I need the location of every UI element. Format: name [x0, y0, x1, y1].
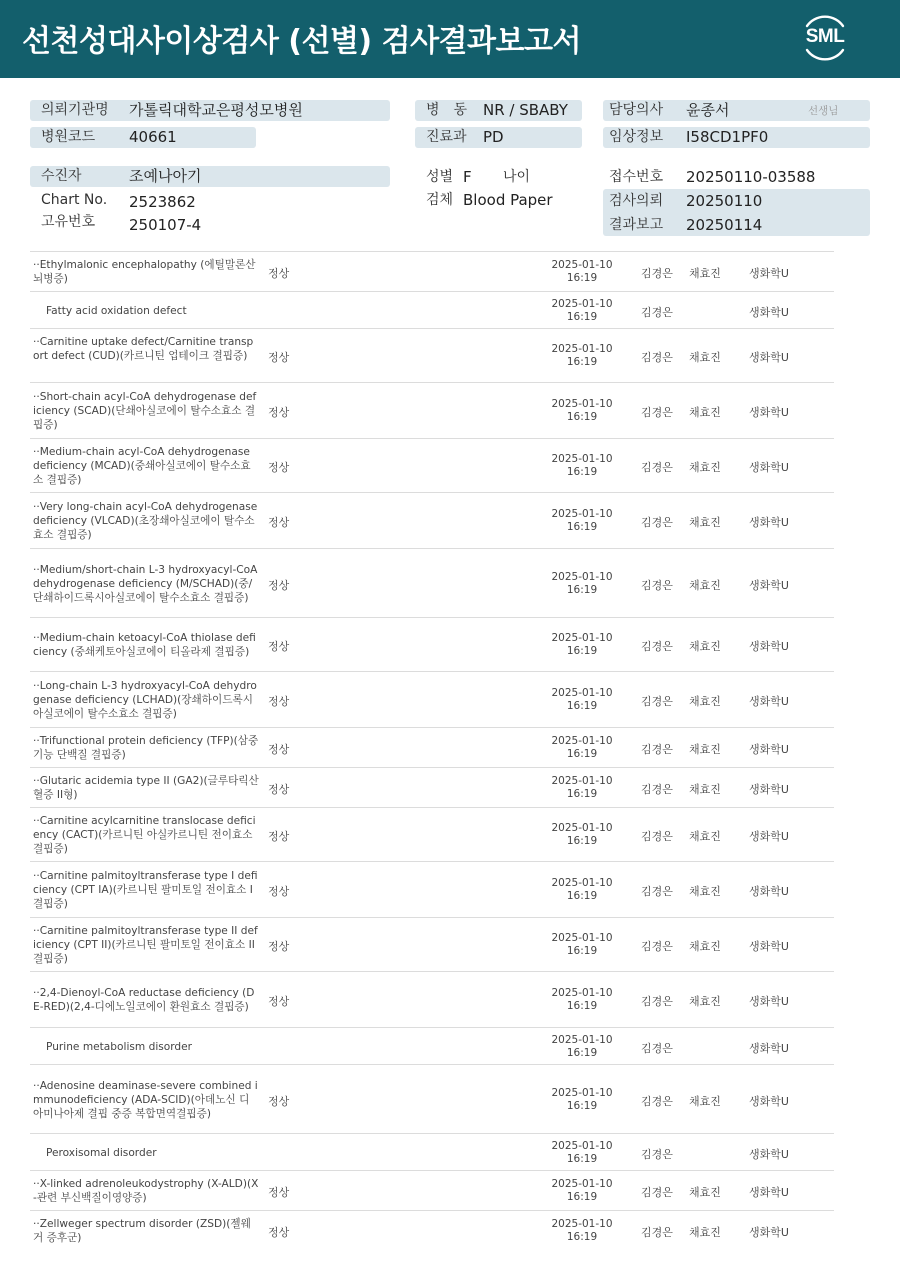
dept-value: PD	[483, 128, 504, 146]
result-value: 정상	[268, 461, 290, 474]
test-name: ··Ethylmalonic encephalopathy (에틸말론산 뇌병증)	[33, 259, 256, 285]
test-datetime	[540, 1218, 624, 1244]
test-name: ··Medium-chain ketoacyl-CoA thiolase deficiency (중쇄케토아실코에이 티올라제 결핍증)	[33, 632, 256, 658]
confirmer-name: 채효진	[689, 743, 721, 756]
test-date: 2025-01-10	[551, 932, 613, 944]
result-value: 정상	[268, 830, 290, 843]
test-name: ··2,4-Dienoyl-CoA reductase deficiency (DE-RED)(2,4-디에노일코에이 환원효소 결핍증)	[33, 987, 255, 1013]
test-datetime	[540, 932, 624, 958]
department-name: 생화학U	[749, 516, 789, 529]
tester-name: 김경은	[641, 995, 673, 1008]
test-date: 2025-01-10	[551, 632, 613, 644]
result-row	[30, 382, 834, 439]
confirmer-name: 채효진	[689, 783, 721, 796]
test-name: ··Long-chain L-3 hydroxyacyl-CoA dehydrogenase deficiency (LCHAD)(장쇄하이드록시아실코에이 탈수소효소 결핍증)	[33, 680, 257, 720]
confirmer-name: 채효진	[689, 461, 721, 474]
ward-value: NR / SBABY	[483, 101, 568, 119]
test-date: 2025-01-10	[551, 298, 613, 310]
result-row	[30, 492, 834, 549]
test-time: 16:19	[566, 1153, 598, 1165]
department-name: 생화학U	[749, 306, 789, 319]
test-datetime	[540, 453, 624, 479]
confirmer-name: 채효진	[689, 351, 721, 364]
result-value: 정상	[268, 1095, 290, 1108]
test-time: 16:19	[566, 1231, 598, 1243]
test-time: 16:19	[566, 945, 598, 957]
unique-no-label: 고유번호	[41, 214, 96, 230]
test-time: 16:19	[566, 748, 598, 760]
test-time: 16:19	[566, 411, 598, 423]
test-time: 16:19	[566, 272, 598, 284]
result-row	[30, 1027, 834, 1065]
test-datetime	[540, 571, 624, 597]
test-datetime	[540, 1140, 624, 1166]
result-row	[30, 861, 834, 918]
logo-text: SML	[805, 26, 845, 47]
test-time: 16:19	[566, 584, 598, 596]
reception-value: 20250110-03588	[686, 168, 816, 186]
result-row	[30, 1133, 834, 1171]
hospital-code-value: 40661	[129, 128, 177, 146]
tester-name: 김경은	[641, 516, 673, 529]
sml-logo	[799, 12, 851, 64]
department-name: 생화학U	[749, 1226, 789, 1239]
test-datetime	[540, 1087, 624, 1113]
result-value: 정상	[268, 579, 290, 592]
category-name: Purine metabolism disorder	[46, 1041, 193, 1053]
result-value: 정상	[268, 995, 290, 1008]
sex-label: 성별	[426, 169, 454, 185]
result-row	[30, 548, 834, 618]
institution-value: 가톨릭대학교은평성모병원	[129, 101, 303, 119]
result-row	[30, 671, 834, 728]
department-name: 생화학U	[749, 885, 789, 898]
result-value: 정상	[268, 1226, 290, 1239]
test-time: 16:19	[566, 311, 598, 323]
test-name: ··Carnitine palmitoyltransferase type I deficiency (CPT IA)(카르니틴 팔미토일 전이효소 I 결핍증)	[33, 870, 258, 910]
department-name: 생화학U	[749, 579, 789, 592]
ward-label: 병 동	[426, 102, 468, 118]
confirmer-name: 채효진	[689, 406, 721, 419]
test-date: 2025-01-10	[551, 987, 613, 999]
result-row	[30, 617, 834, 672]
specimen-label: 검체	[426, 192, 454, 208]
department-name: 생화학U	[749, 461, 789, 474]
patient-value: 조예나아기	[129, 167, 202, 185]
confirmer-name: 채효진	[689, 830, 721, 843]
test-time: 16:19	[566, 1000, 598, 1012]
result-row	[30, 1170, 834, 1211]
category-name: Peroxisomal disorder	[46, 1147, 157, 1159]
department-name: 생화학U	[749, 640, 789, 653]
result-value: 정상	[268, 940, 290, 953]
department-name: 생화학U	[749, 743, 789, 756]
tester-name: 김경은	[641, 1148, 673, 1161]
sex-value: F	[463, 168, 472, 186]
patient-box	[30, 166, 390, 187]
confirmer-name: 채효진	[689, 1226, 721, 1239]
result-value: 정상	[268, 743, 290, 756]
test-time: 16:19	[566, 356, 598, 368]
test-datetime	[540, 775, 624, 801]
tester-name: 김경은	[641, 695, 673, 708]
test-datetime	[540, 508, 624, 534]
tester-name: 김경은	[641, 461, 673, 474]
result-value: 정상	[268, 695, 290, 708]
department-name: 생화학U	[749, 1042, 789, 1055]
test-date: 2025-01-10	[551, 508, 613, 520]
confirmer-name: 채효진	[689, 267, 721, 280]
test-date: 2025-01-10	[551, 1178, 613, 1190]
category-name: Fatty acid oxidation defect	[46, 305, 187, 317]
dept-label: 진료과	[426, 129, 467, 145]
test-time: 16:19	[566, 1100, 598, 1112]
report-date-label: 결과보고	[609, 217, 664, 233]
confirmer-name: 채효진	[689, 885, 721, 898]
department-name: 생화학U	[749, 1095, 789, 1108]
confirmer-name: 채효진	[689, 995, 721, 1008]
test-date: 2025-01-10	[551, 877, 613, 889]
department-name: 생화학U	[749, 1186, 789, 1199]
report-header	[0, 0, 900, 78]
request-label: 검사의뢰	[609, 193, 664, 209]
tester-name: 김경은	[641, 306, 673, 319]
chart-no-value: 2523862	[129, 193, 196, 211]
test-date: 2025-01-10	[551, 398, 613, 410]
clinical-label: 임상정보	[609, 129, 664, 145]
department-name: 생화학U	[749, 695, 789, 708]
result-row	[30, 727, 834, 768]
institution-label: 의뢰기관명	[41, 102, 109, 118]
test-time: 16:19	[566, 1047, 598, 1059]
specimen-value: Blood Paper	[463, 191, 553, 209]
result-row	[30, 767, 834, 808]
test-datetime	[540, 343, 624, 369]
test-name: ··X-linked adrenoleukodystrophy (X-ALD)(X-관련 부신백질이영양증)	[33, 1178, 259, 1204]
result-value: 정상	[268, 516, 290, 529]
tester-name: 김경은	[641, 940, 673, 953]
result-value: 정상	[268, 351, 290, 364]
tester-name: 김경은	[641, 783, 673, 796]
result-value: 정상	[268, 267, 290, 280]
unique-no-value: 250107-4	[129, 216, 202, 234]
test-datetime	[540, 1034, 624, 1060]
test-date: 2025-01-10	[551, 1218, 613, 1230]
test-name: ··Adenosine deaminase-severe combined immunodeficiency (ADA-SCID)(아데노신 디아미나아제 결핍 중증 복합면역결핍증)	[33, 1080, 258, 1120]
tester-name: 김경은	[641, 1095, 673, 1108]
test-date: 2025-01-10	[551, 343, 613, 355]
test-datetime	[540, 1178, 624, 1204]
tester-name: 김경은	[641, 406, 673, 419]
test-datetime	[540, 877, 624, 903]
department-name: 생화학U	[749, 940, 789, 953]
confirmer-name: 채효진	[689, 640, 721, 653]
department-name: 생화학U	[749, 406, 789, 419]
test-datetime	[540, 687, 624, 713]
tester-name: 김경은	[641, 743, 673, 756]
report-title: 선천성대사이상검사 (선별) 검사결과보고서	[22, 24, 581, 59]
test-datetime	[540, 259, 624, 285]
clinical-value: I58CD1PF0	[686, 128, 769, 146]
test-name: ··Carnitine palmitoyltransferase type II deficiency (CPT II)(카르니틴 팔미토일 전이효소 II 결핍증)	[33, 925, 258, 965]
doctor-value: 윤종서	[686, 101, 730, 119]
test-datetime	[540, 735, 624, 761]
result-row	[30, 251, 834, 292]
test-time: 16:19	[566, 788, 598, 800]
test-name: ··Carnitine uptake defect/Carnitine transport defect (CUD)(카르니틴 업테이크 결핍증)	[33, 336, 254, 362]
test-date: 2025-01-10	[551, 1140, 613, 1152]
test-name: ··Zellweger spectrum disorder (ZSD)(젤웨거 증후군)	[33, 1218, 251, 1244]
confirmer-name: 채효진	[689, 516, 721, 529]
department-name: 생화학U	[749, 830, 789, 843]
test-date: 2025-01-10	[551, 453, 613, 465]
result-value: 정상	[268, 783, 290, 796]
request-value: 20250110	[686, 192, 763, 210]
confirmer-name: 채효진	[689, 1186, 721, 1199]
test-date: 2025-01-10	[551, 1034, 613, 1046]
tester-name: 김경은	[641, 1042, 673, 1055]
result-row	[30, 438, 834, 493]
reception-label: 접수번호	[609, 169, 664, 185]
test-date: 2025-01-10	[551, 687, 613, 699]
result-row	[30, 1210, 834, 1251]
chart-no-label: Chart No.	[41, 192, 108, 208]
doctor-label: 담당의사	[609, 102, 664, 118]
doctor-suffix: 선생님	[808, 105, 839, 117]
confirmer-name: 채효진	[689, 940, 721, 953]
confirmer-name: 채효진	[689, 1095, 721, 1108]
result-row	[30, 1064, 834, 1134]
department-name: 생화학U	[749, 995, 789, 1008]
result-row	[30, 971, 834, 1028]
result-row	[30, 291, 834, 329]
result-value: 정상	[268, 406, 290, 419]
test-name: ··Very long-chain acyl-CoA dehydrogenase deficiency (VLCAD)(초장쇄아실코에이 탈수소효소 결핍증)	[33, 501, 258, 541]
test-datetime	[540, 822, 624, 848]
result-row	[30, 328, 834, 383]
test-date: 2025-01-10	[551, 1087, 613, 1099]
hospital-code-label: 병원코드	[41, 129, 96, 145]
report-date-value: 20250114	[686, 216, 763, 234]
test-time: 16:19	[566, 521, 598, 533]
result-row	[30, 807, 834, 862]
tester-name: 김경은	[641, 830, 673, 843]
tester-name: 김경은	[641, 351, 673, 364]
test-name: ··Glutaric acidemia type II (GA2)(글루타릭산혈증 II형)	[33, 775, 259, 801]
result-value: 정상	[268, 1186, 290, 1199]
department-name: 생화학U	[749, 267, 789, 280]
age-label: 나이	[503, 169, 531, 185]
test-datetime	[540, 298, 624, 324]
test-datetime	[540, 987, 624, 1013]
tester-name: 김경은	[641, 1186, 673, 1199]
result-value: 정상	[268, 640, 290, 653]
confirmer-name: 채효진	[689, 695, 721, 708]
test-name: ··Medium/short-chain L-3 hydroxyacyl-CoA dehydrogenase deficiency (M/SCHAD)(중/단쇄하이드록시아실코에이 탈수소효소 결핍증)	[33, 564, 258, 604]
test-date: 2025-01-10	[551, 775, 613, 787]
test-date: 2025-01-10	[551, 259, 613, 271]
patient-label: 수진자	[41, 168, 82, 184]
tester-name: 김경은	[641, 640, 673, 653]
test-time: 16:19	[566, 466, 598, 478]
tester-name: 김경은	[641, 579, 673, 592]
test-time: 16:19	[566, 835, 598, 847]
test-datetime	[540, 398, 624, 424]
test-time: 16:19	[566, 890, 598, 902]
test-date: 2025-01-10	[551, 822, 613, 834]
confirmer-name: 채효진	[689, 579, 721, 592]
test-datetime	[540, 632, 624, 658]
test-name: ··Trifunctional protein deficiency (TFP)(삼중기능 단백질 결핍증)	[33, 735, 259, 761]
result-row	[30, 917, 834, 972]
test-time: 16:19	[566, 1191, 598, 1203]
test-date: 2025-01-10	[551, 571, 613, 583]
department-name: 생화학U	[749, 1148, 789, 1161]
test-name: ··Carnitine acylcarnitine translocase deficiency (CACT)(카르니틴 아실카르니틴 전이효소 결핍증)	[33, 815, 256, 855]
department-name: 생화학U	[749, 351, 789, 364]
tester-name: 김경은	[641, 267, 673, 280]
test-date: 2025-01-10	[551, 735, 613, 747]
result-value: 정상	[268, 885, 290, 898]
department-name: 생화학U	[749, 783, 789, 796]
test-name: ··Short-chain acyl-CoA dehydrogenase deficiency (SCAD)(단쇄아실코에이 탈수소효소 결핍증)	[33, 391, 257, 431]
test-name: ··Medium-chain acyl-CoA dehydrogenase deficiency (MCAD)(중쇄아실코에이 탈수소효소 결핍증)	[33, 446, 251, 486]
tester-name: 김경은	[641, 1226, 673, 1239]
tester-name: 김경은	[641, 885, 673, 898]
test-time: 16:19	[566, 700, 598, 712]
test-time: 16:19	[566, 645, 598, 657]
